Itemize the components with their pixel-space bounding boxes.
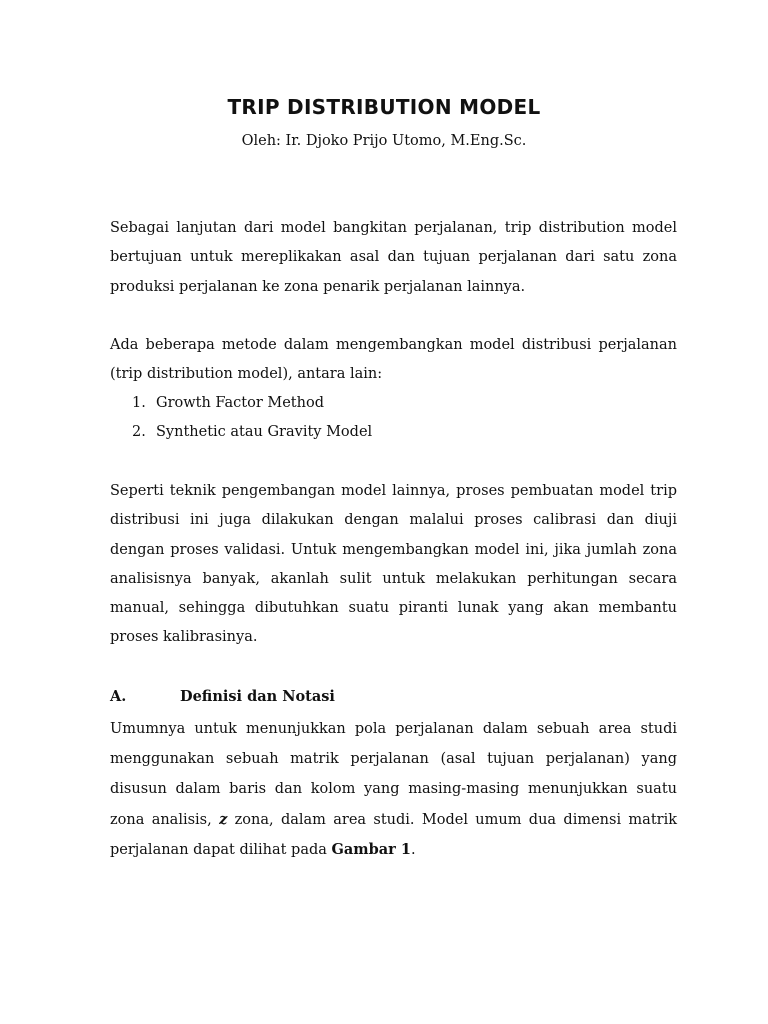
list-item [110, 389, 677, 418]
section-heading [110, 682, 677, 711]
paragraph-methods-intro: Ada beberapa metode dalam mengembangkan model distribusi perjalanan (trip distribution model), antara lain: [110, 337, 677, 383]
paragraph-calibration: Seperti teknik pengembangan model lainnya, proses pembuatan model trip distribusi ini juga dilakukan dengan malalui proses calibrasi dan diuji dengan proses validasi. Untuk mengembangkan model ini, jika jumlah zona analisisnya banyak, akanlah sulit untuk melakukan perhitungan secara manual, sehingga dibutuhkan suatu piranti lunak yang akan membantu proses kalibrasinya. [110, 483, 677, 646]
section-letter: A. [110, 688, 127, 705]
methods-list [110, 389, 677, 448]
paragraph-definition-part-3: . [410, 841, 416, 858]
list-item-number: 2. [132, 424, 146, 441]
z-symbol: z [219, 810, 228, 828]
list-item [110, 418, 677, 447]
list-item-label: Synthetic atau Gravity Model [156, 424, 373, 441]
author-line: Oleh: Ir. Djoko Prijo Utomo, M.Eng.Sc. [241, 133, 527, 149]
section-title: Definisi dan Notasi [180, 688, 335, 705]
document-title: TRIP DISTRIBUTION MODEL [227, 95, 541, 119]
list-item-number: 1. [132, 395, 146, 411]
paragraph-definition [110, 714, 677, 865]
list-item-label: Growth Factor Method [156, 395, 324, 411]
paragraph-intro: Sebagai lanjutan dari model bangkitan perjalanan, trip distribution model bertujuan untuk mereplikakan asal dan tujuan perjalanan dari satu zona produksi perjalanan ke zona penarik perjalanan lainnya. [110, 220, 677, 295]
figure-reference: Gambar 1 [331, 840, 411, 858]
paragraph-definition-part-1: Umumnya untuk menunjukkan pola perjalanan dalam sebuah area studi menggunakan sebuah matrik perjalanan (asal tujuan perjalanan) yang disusun dalam baris dan kolom yang masing-masing menunjukkan suatu zona analisis, [110, 721, 677, 828]
paragraph-definition-part-2: zona, dalam area studi. Model umum dua dimensi matrik perjalanan dapat dilihat pada [110, 811, 677, 858]
